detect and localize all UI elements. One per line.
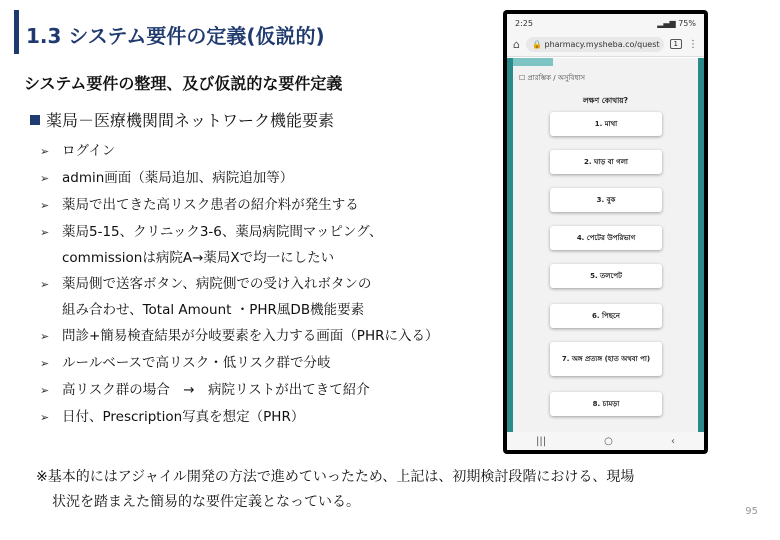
page-border-left xyxy=(507,58,513,432)
arrow-bullet-icon: ➢ xyxy=(40,145,50,158)
arrow-bullet-icon: ➢ xyxy=(40,172,50,185)
phone-screen xyxy=(507,14,704,450)
square-bullet-icon xyxy=(30,115,40,125)
list-item xyxy=(40,219,490,271)
arrow-bullet-icon: ➢ xyxy=(40,199,50,212)
list-item xyxy=(40,192,490,219)
list-item xyxy=(40,323,490,350)
list-item xyxy=(40,138,490,165)
tabs-count-button[interactable]: 1 xyxy=(670,39,682,49)
option-button[interactable]: 8. চামড়া xyxy=(550,392,662,416)
option-button[interactable]: 7. অঙ্গ প্রত্যঙ্গ (হাত অথবা পা) xyxy=(550,342,662,376)
browser-url-bar xyxy=(507,32,704,57)
footnote-line-1: ※基本的にはアジャイル開発の方法で進めていったため、上記は、初期検討段階における、現場 xyxy=(36,469,635,485)
list-item-text: ログイン xyxy=(62,143,116,159)
option-button[interactable]: 3. বুক xyxy=(550,188,662,212)
arrow-bullet-icon: ➢ xyxy=(40,357,50,370)
list-item-text: 薬局5-15、クリニック3-6、薬局病院間マッピング、 xyxy=(62,224,383,240)
status-bar xyxy=(507,14,704,32)
option-button[interactable]: 5. তলপেট xyxy=(550,264,662,288)
list-item xyxy=(40,404,490,431)
title-accent-bar xyxy=(14,10,19,54)
url-field[interactable]: 🔒 pharmacy.mysheba.co/quest xyxy=(526,37,664,52)
option-button[interactable]: 4. পেটের উপরিভাগ xyxy=(550,226,662,250)
android-nav-bar xyxy=(507,432,704,450)
arrow-bullet-icon: ➢ xyxy=(40,330,50,343)
list-item-text: admin画面（薬局追加、病院追加等） xyxy=(62,170,294,186)
option-button[interactable]: 1. মাথা xyxy=(550,112,662,136)
status-battery: ▂▄▆ 75% xyxy=(657,18,696,28)
back-icon[interactable]: ‹ xyxy=(670,435,675,447)
list-item xyxy=(40,271,490,323)
bullet-list xyxy=(40,138,490,431)
list-item-text: 問診+簡易検査結果が分岐要素を入力する画面（PHRに入る） xyxy=(62,328,439,344)
arrow-bullet-icon: ➢ xyxy=(40,411,50,424)
list-item xyxy=(40,165,490,192)
list-item-text: 日付、Prescription写真を想定（PHR） xyxy=(62,409,305,425)
question-text: লক্ষণ কোথায়? xyxy=(582,96,629,105)
phone-screenshot xyxy=(503,10,708,454)
more-menu-icon[interactable]: ⋮ xyxy=(688,38,698,50)
page-border-right xyxy=(698,58,704,432)
slide-title: 1.3 システム要件の定義(仮説的) xyxy=(26,24,325,48)
arrow-bullet-icon: ➢ xyxy=(40,278,50,291)
arrow-bullet-icon: ➢ xyxy=(40,226,50,239)
option-button[interactable]: 2. ঘাড় বা গলা xyxy=(550,150,662,174)
list-item-text: 薬局で出てきた高リスク患者の紹介料が発生する xyxy=(62,197,359,213)
list-item-text: ルールベースで高リスク・低リスク群で分岐 xyxy=(62,355,331,371)
footnote xyxy=(36,465,634,515)
page-number: 95 xyxy=(745,506,758,517)
home-icon[interactable]: ⌂ xyxy=(513,37,520,51)
home-circle-icon[interactable]: ○ xyxy=(604,435,613,447)
status-time: 2:25 xyxy=(515,18,533,28)
recents-icon[interactable]: ||| xyxy=(536,435,547,447)
list-item-continuation: 組み合わせ、Total Amount ・PHR風DB機能要素 xyxy=(62,302,365,318)
list-item-continuation: commissionは病院A→薬局Xで均一にしたい xyxy=(62,250,335,266)
list-item-text: 薬局側で送客ボタン、病院側での受け入れボタンの xyxy=(62,276,372,292)
footnote-line-2: 状況を踏まえた簡易的な要件定義となっている。 xyxy=(52,494,360,510)
section-heading xyxy=(30,108,334,131)
list-item-text: 高リスク群の場合 → 病院リストが出てきて紹介 xyxy=(62,382,370,398)
top-strip xyxy=(513,58,553,66)
questionnaire-page xyxy=(507,58,704,432)
list-item xyxy=(40,350,490,377)
list-item xyxy=(40,377,490,404)
section-label: 薬局－医療機関間ネットワーク機能要素 xyxy=(46,111,335,130)
breadcrumb: ☐ প্রারম্ভিক / অসুবিধাস xyxy=(519,74,586,82)
option-button[interactable]: 6. পিছনে xyxy=(550,304,662,328)
arrow-bullet-icon: ➢ xyxy=(40,384,50,397)
slide-subtitle: システム要件の整理、及び仮説的な要件定義 xyxy=(24,74,343,93)
